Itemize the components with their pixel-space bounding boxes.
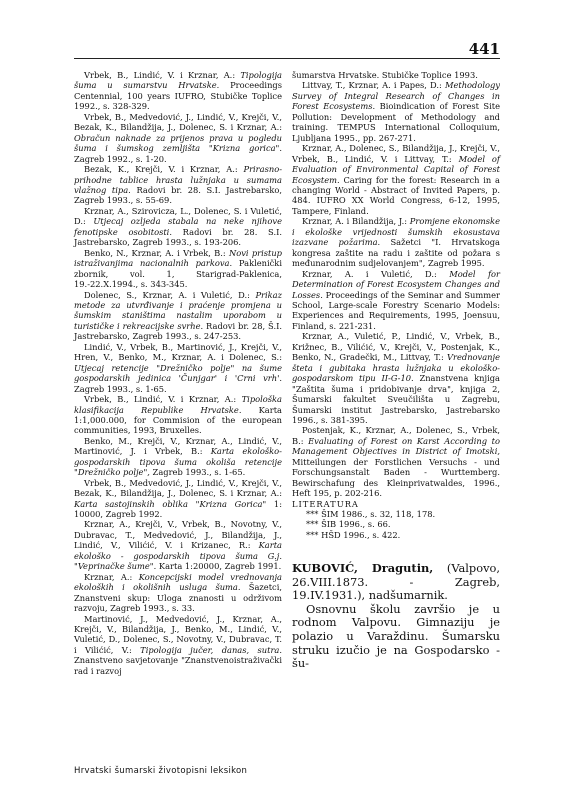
reference-authors: Martinović, J., Medvedović, J., Krznar, A., Krejči, V., Bilandžija, J., Benko, M., Lindić, V., Vuletić, D., Dolenec, S., Novotny, V., Dubravac, T. i Vilićić, V.: <box>74 613 282 655</box>
reference-source: Šazetci, Znanstveni skup: Uloga znanosti u održivom razvoju, Zagreb 1993., s. 33. <box>74 582 282 614</box>
reference-title: Promjene ekonomske i ekološke vrijednosti šumskih ekosustava izazvane požarima. <box>292 216 500 248</box>
reference-source: Radovi br. 28. S.I. Jastrebarsko, Zagreb 1993., s. 55-69. <box>74 184 282 206</box>
reference-entry <box>74 572 282 614</box>
reference-authors: Krznar, A., Dolenec, S., Bilandžija, J., Krejči, V., Vrbek, B., Lindić, V. i Littvay, T.: <box>292 143 500 164</box>
biography-text: Osnovnu školu završio je u rodnom Valpovu. Gimnaziju je polazio u Varaždinu. Šumarsku struku izučio je na Gospodarsko - šu- <box>292 601 500 671</box>
reference-authors: Vrbek, B., Medvedović, J., Lindić, V., Krejči, V., Bezak, K., Bilandžija, J., Dolenec, S. i Krznar, A.: <box>74 111 282 133</box>
reference-title: Methodology Survey of Integral Research of Changes in Forest Ecosystems. <box>292 80 500 112</box>
reference-title: Karta ekološko-gospodarskih tipova šuma okoliša retencije "Drežničko polje", <box>74 446 282 478</box>
reference-title: Prirasno-prihodne tablice hrasta lužnjaka u sumama vlažnog tipa. <box>74 164 282 195</box>
reference-title: Karta ekološko - gospodarskih tipova šuma G.j. "Veprinačke šume". <box>74 540 282 572</box>
reference-entry <box>74 519 282 571</box>
reference-source: Paklenički zbornik, vol. 1, Starigrad-Paklenica, 19.-22.X.1994., s. 343-345. <box>74 258 282 290</box>
reference-title: Model for Determination of Forest Ecosystem Changes and Losses. <box>292 268 500 300</box>
reference-title: Obračun naknade za prijenos prava u pogledu šuma i šumskog zemljišta "Krizna gorica". <box>74 132 282 154</box>
biography-heading <box>292 562 500 603</box>
reference-authors: Vrbek, B., Medvedović, J., Lindić, V., Krejči, V., Bezak, K., Bilandžija, J., Dolenec, S. i Krznar, A.: <box>74 477 282 499</box>
reference-entry <box>74 478 282 520</box>
reference-source: Karta 1:20000, Zagreb 1991. <box>156 561 282 572</box>
reference-title: Evaluating of Forest on Karst According to Management Objectives in District of Imotski, <box>292 435 500 457</box>
reference-source: Znanstveno savjetovanje "Znanstvenoistraživački rad i razvoj <box>74 655 282 676</box>
reference-authors: šumarstva Hrvatske. Stubičke Toplice 1993. <box>292 70 478 80</box>
page-number: 441 <box>468 40 500 58</box>
reference-entry <box>292 425 500 498</box>
reference-entry <box>292 70 500 80</box>
reference-entry <box>74 614 282 677</box>
reference-authors: Krznar, A. i Bilandžija, J.: <box>302 216 410 227</box>
reference-title: Tipologija jučer, danas, sutra. <box>140 644 282 655</box>
reference-entry <box>74 394 282 436</box>
reference-source: Zagreb 1993., s. 1-65. <box>149 467 246 478</box>
reference-title: Novi pristup istraživanjima nacionalnih parkova. <box>74 247 282 269</box>
reference-source: Proceedings Centennial, 100 years IUFRO, Stubičke Toplice 1992., s. 328-329. <box>74 80 282 112</box>
reference-title: Utjecaj retencije "Drežničko polje" na šume gospodarskih jedinica 'Čunjgar' i 'Crni vrh'. <box>74 362 282 384</box>
reference-authors: Benko, M., Krejči, V., Krznar, A., Lindić, V., Martinović, J. i Vrbek, B.: <box>74 435 282 457</box>
reference-title: Karta sastojinskih oblika "Krizna Gorica" <box>74 498 267 509</box>
reference-authors: Littvay, T., Krznar, A. i Papes, D.: <box>302 80 445 91</box>
reference-authors: Krznar, A.: <box>84 571 139 582</box>
reference-entry <box>74 206 282 248</box>
reference-entry <box>74 342 282 394</box>
literature-item: *** ŠIB 1996., s. 66. <box>306 519 391 530</box>
reference-authors: Lindić, V., Vrbek, B., Martinović, J., Krejči, V., Hren, V., Benko, M., Krznar, A. i Dolenec, S.: <box>74 341 282 363</box>
reference-title: Model of Evaluation of Environmental Capital of Forest Ecosystem. <box>292 153 500 185</box>
reference-source: Zagreb 1993., s. 1-65. <box>74 383 167 394</box>
reference-title: Vrednovanje šteta i gubitaka hrasta lužnjaka u ekološko-gospodarskom tipu II-G-10. <box>292 352 500 384</box>
reference-source: Karta 1:1,000.000, for Commision of the european communities, 1993, Bruxelles. <box>74 404 282 436</box>
reference-source: Sažetci "I. Hrvatskoga kongresa zaštite na radu i zaštite od požara s međunarodnim sudjelovanjem", Zagreb 1995. <box>292 237 500 269</box>
reference-entry <box>292 331 500 425</box>
reference-authors: Krznar, A., Krejči, V., Vrbek, B., Novotny, V., Dubravac, T., Medvedović, J., Bilandžija, J., Lindić, V., Vilićić, V. i Krizanec, R.: <box>74 519 282 551</box>
reference-source: Caring for the forest: Research in a changing World - Abstract of Invited Papers, p. 484. IUFRO XX World Congress, 6-12, 1995, Tampere, Finland. <box>292 174 500 216</box>
reference-title: Utjecaj ozljeda stabala na neke njihove fenotipske osobitosti. <box>74 216 282 237</box>
reference-authors: Vrbek, B., Lindić, V. i Krznar, A.: <box>84 394 242 405</box>
left-column <box>74 70 282 676</box>
reference-authors: Krznar, A., Vuletić, P., Lindić, V., Vrbek, B., Križnec, B., Vilićić, V., Krejči, V., Postenjak, K., Benko, N., Gradečki, M., Littvay, T.: <box>292 331 500 363</box>
literature-item: *** HŠD 1996., s. 422. <box>306 529 401 540</box>
biography-name: KUBOVIĆ, Dragutin, <box>292 561 434 575</box>
reference-entry <box>74 436 282 478</box>
reference-title: Tipologija šuma u sumarstvu Hrvatske. <box>74 70 282 91</box>
reference-entry <box>292 269 500 332</box>
reference-authors: Dolenec, S., Krznar, A. i Vuletić, D.: <box>84 289 256 300</box>
biography-dates: (Valpovo, 26.VIII.1873. - Zagreb, 19.IV.1931.), nadšumarnik. <box>292 561 500 603</box>
reference-source: Mitteilungen der Forstlichen Versuchs - und Forschungsanstalt Baden - Wurttemberg. Bewirschafung des Kleinprivatwaldes, 1996., Heft 195, p. 202-216. <box>292 456 500 499</box>
header-rule <box>74 58 500 59</box>
reference-source: Zagreb 1992., s. 1-20. <box>74 153 167 164</box>
reference-entry <box>292 143 500 216</box>
reference-entry <box>292 216 500 268</box>
literature-heading: LITERATURA <box>292 498 359 509</box>
reference-source: Radovi br. 28. S.I. Jastrebarsko, Zagreb 1993., s. 193-206. <box>74 226 282 248</box>
reference-authors: Vrbek, B., Lindić, V. i Krznar, A.: <box>84 70 241 80</box>
literature-item: *** ŠIM 1986., s. 32, 118, 178. <box>306 509 436 520</box>
footer-title: Hrvatski šumarski životopisni leksikon <box>74 766 248 776</box>
reference-authors: Krznar, A., Szirovicza, L., Dolenec, S. i Vuletić, D.: <box>74 205 282 227</box>
reference-title: Tipološka klasifikacija Republike Hrvatske. <box>74 394 282 415</box>
reference-title: Koncepcijski model vrednovanja ekoloških i okolišnih usluga šuma. <box>74 571 282 593</box>
biography-entry <box>292 562 500 671</box>
reference-source: Bioindication of Forest Site Pollution: Development of Methodology and training. TEMPUS International Colloquium, Ljubljana 1995., pp. 267-271. <box>292 101 501 143</box>
reference-entry <box>74 112 282 164</box>
reference-authors: Krznar, A. i Vuletić, D.: <box>302 268 450 279</box>
reference-source: 1: 10000, Zagreb 1992. <box>74 498 282 520</box>
reference-authors: Postenjak, K., Krznar, A., Dolenec, S., Vrbek, B.: <box>292 425 500 446</box>
reference-source: Radovi br. 28, Š.I. Jastrebarsko, Zagreb 1993., s. 247-253. <box>74 320 282 342</box>
reference-authors: Benko, N., Krznar, A. i Vrbek, B.: <box>84 247 229 258</box>
reference-source: Proceedings of the Seminar and Summer School, Large-scale Forestry Scenario Models: Experiences and Requirements, 1995, Joensuu, Finland, s. 221-231. <box>292 289 500 331</box>
reference-entry <box>74 290 282 342</box>
reference-entry <box>292 80 500 143</box>
reference-authors: Bezak, K., Krejči, V. i Krznar, A.: <box>84 164 244 175</box>
reference-source: Znanstvena knjiga "Zaštita šuma i pridobivanje drva", knjiga 2, Šumarski fakultet Sveučilišta u Zagrebu, Šumarski institut Jastrebarsko, Jastrebarsko 1996., s. 381-395. <box>292 373 500 425</box>
reference-entry <box>74 164 282 206</box>
reference-title: Prikaz metode za utvrđivanje i praćenje promjena u šumskim staništima nastalim uporabom u turističke i rekreacijske svrhe. <box>74 289 282 331</box>
right-column <box>292 70 500 540</box>
reference-entry <box>74 248 282 290</box>
reference-entry <box>74 70 282 112</box>
